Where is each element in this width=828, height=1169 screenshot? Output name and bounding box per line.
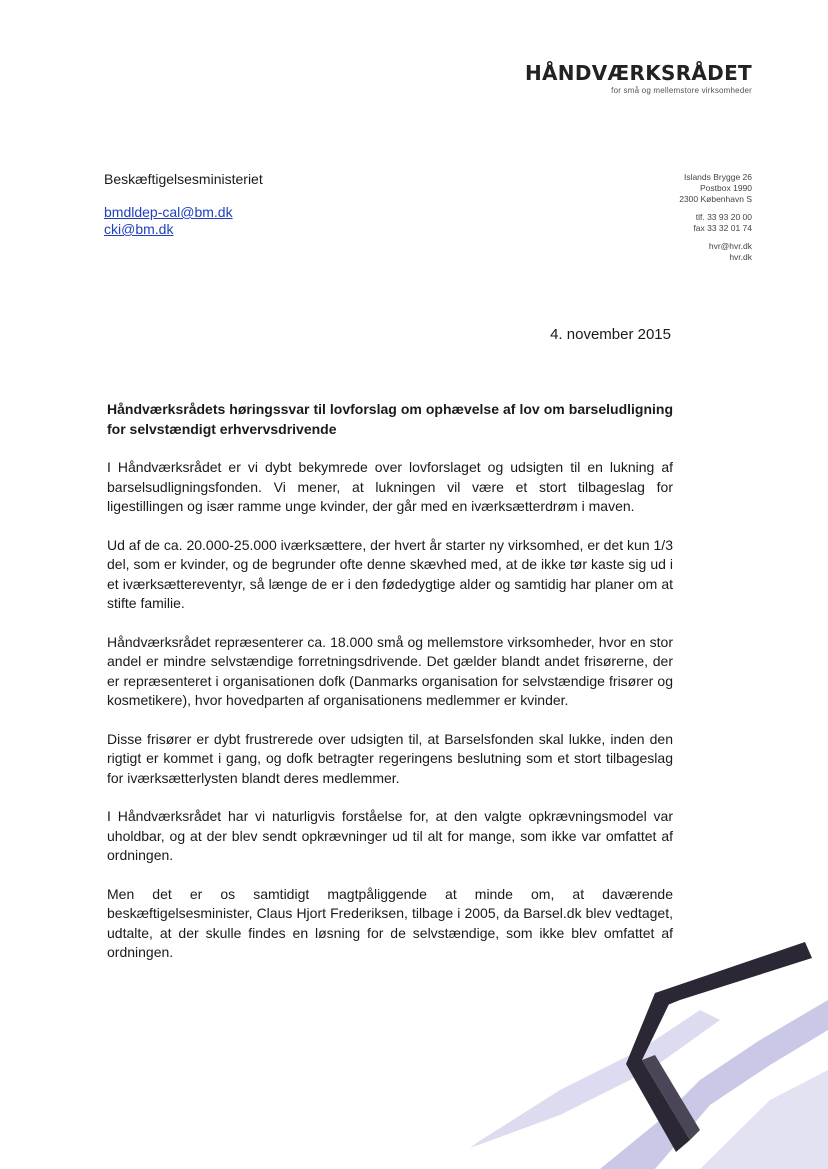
recipient-email-link[interactable]: bmdldep-cal@bm.dk [104, 204, 233, 220]
body-paragraph: Ud af de ca. 20.000-25.000 iværksættere, der hvert år starter ny virksomhed, er det kun 1/3 del, som er kvinder, og de begrunder ofte denne skævhed med, at de ikke tør kaste sig ud i et iværksættereventyr, så længe de er i den fødedygtige alder og samtidig har planer om at stifte familie. [107, 536, 673, 611]
contact-pobox: Postbox 1990 [700, 183, 752, 193]
body-paragraph: Håndværksrådet repræsenterer ca. 18.000 små og mellemstore virksomheder, hvor en stor andel er mindre selvstændige forretningsdrivende. Det gælder blandt andet frisørerne, der er repræsenteret i organisationen dofk (Danmarks organisation for selvstændige frisører og kosmetikere), hvor hovedparten af organisationens medlemmer er kvinder. [107, 633, 673, 708]
body-paragraph: Disse frisører er dybt frustrerede over udsigten til, at Barselsfonden skal lukke, inden den rigtigt er kommet i gang, og dofk betragter regeringens beslutning som et stort tilbageslag for iværksætterlysten blandt deres medlemmer. [107, 730, 673, 786]
contact-street: Islands Brygge 26 [683, 172, 752, 182]
letter-date: 4. november 2015 [550, 326, 671, 343]
org-tagline: for små og mellemstore virksomheder [611, 86, 752, 95]
ribbon-dark-band [655, 942, 812, 1008]
body-paragraph: Men det er os samtidigt magtpåliggende at minde om, at daværende beskæftigelsesminister, Claus Hjort Frederiksen, tilbage i 2005, da Barsel.dk blev vedtaget, udtalte, at der skulle findes en løsning for de selvstændige, som ikke blev omfattet af ordningen. [107, 885, 673, 960]
contact-web: hvr.dk [729, 252, 752, 262]
body-paragraph: I Håndværksrådet er vi dybt bekymrede over lovforslaget og udsigten til en lukning af barselsudligningsfonden. Vi mener, at lukningen vil være et stort tilbageslag for ligestillingen og især ramme unge kvinder, der går med en iværksætterdrøm i maven. [107, 459, 673, 514]
org-name: HÅNDVÆRKSRÅDET [524, 61, 752, 85]
contact-phone: tlf. 33 93 20 00 [695, 212, 752, 222]
contact-fax: fax 33 32 01 74 [693, 223, 752, 233]
letter-heading: Håndværksrådets høringssvar til lovforslag om ophævelse af lov om barseludligning for selvstændigt erhvervsdrivende [107, 401, 673, 437]
contact-email: hvr@hvr.dk [708, 241, 752, 251]
recipient-name: Beskæftigelsesministeriet [104, 171, 263, 187]
body-paragraph: I Håndværksrådet har vi naturligvis forståelse for, at den valgte opkrævningsmodel var uholdbar, og at der blev sendt opkrævninger ud til alt for mange, som ikke var omfattet af ordningen. [107, 808, 673, 863]
recipient-email-link[interactable]: cki@bm.dk [104, 221, 174, 237]
contact-city: 2300 København S [679, 194, 752, 204]
